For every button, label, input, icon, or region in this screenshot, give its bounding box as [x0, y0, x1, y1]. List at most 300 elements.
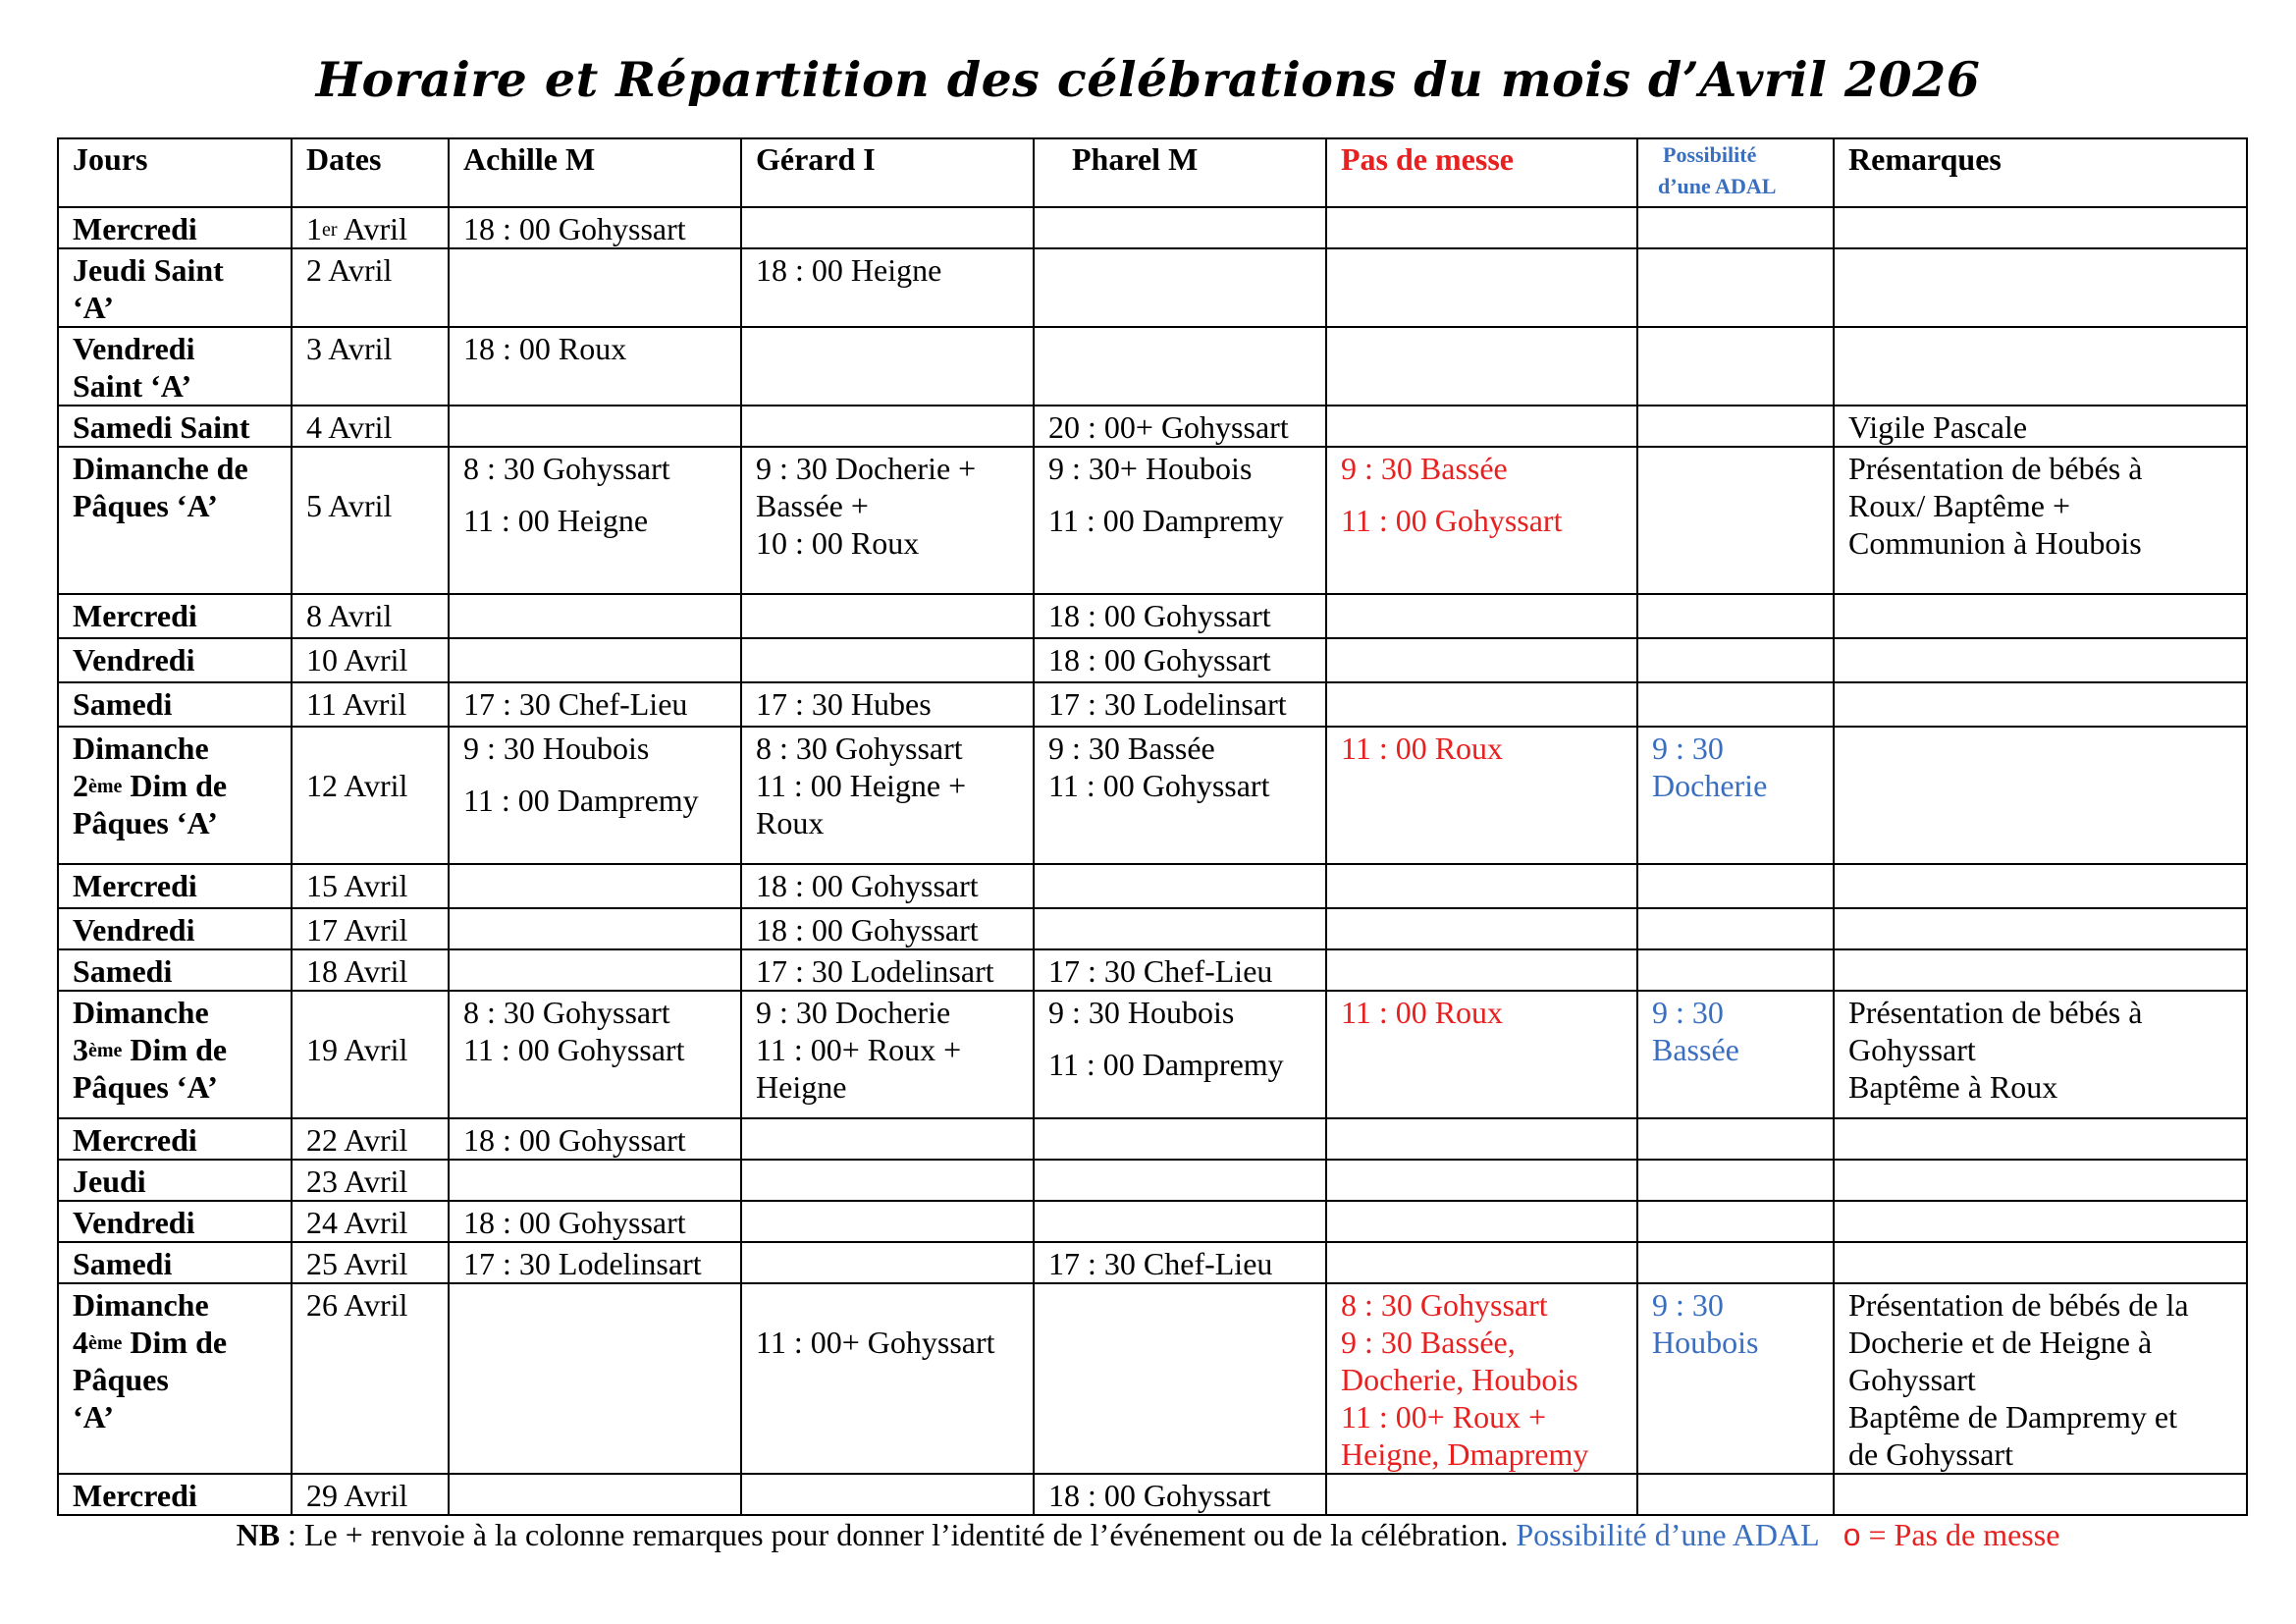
cell-pharel [1034, 682, 1326, 727]
cell-jour [58, 1118, 292, 1160]
cell-achille [449, 447, 741, 594]
entry-line: 18 : 00 Gohyssart [1048, 642, 1271, 677]
cell-pharel [1034, 327, 1326, 406]
entry-line: Heigne [756, 1069, 847, 1105]
cell-jour [58, 1201, 292, 1242]
cell-date [292, 1283, 449, 1474]
cell-pharel [1034, 864, 1326, 908]
cell-pharel [1034, 949, 1326, 991]
entry-line: 9 : 30 [1652, 731, 1724, 766]
table-row [58, 682, 2247, 727]
cell-pas-de-messe [1326, 207, 1637, 248]
date-line: 23 Avril [306, 1164, 408, 1199]
entry-line: 18 : 00 Gohyssart [463, 1205, 686, 1240]
cell-adal [1637, 1160, 1834, 1201]
entry-line: 17 : 30 Chef-Lieu [1048, 1246, 1273, 1281]
cell-date [292, 1201, 449, 1242]
entry-line: 18 : 00 Gohyssart [756, 912, 979, 947]
cell-pharel [1034, 1201, 1326, 1242]
date-line: 25 Avril [306, 1246, 408, 1281]
cell-jour [58, 1242, 292, 1283]
cell-pas-de-messe [1326, 1474, 1637, 1515]
date-line: 2 Avril [306, 252, 393, 288]
jour-line: Jeudi [73, 1164, 146, 1199]
cell-date [292, 1474, 449, 1515]
schedule-table [57, 137, 2248, 1516]
cell-pharel [1034, 207, 1326, 248]
jour-line [73, 767, 279, 804]
cell-jour [58, 406, 292, 447]
cell-achille [449, 1160, 741, 1201]
pas-de-messe-legend: = Pas de messe [1860, 1517, 2060, 1552]
cell-pas-de-messe [1326, 727, 1637, 864]
cell-date [292, 207, 449, 248]
ordinal-suffix: ème [88, 1332, 123, 1354]
entry-line: Gohyssart [1848, 1032, 1976, 1067]
entry-line: Baptême de Dampremy et [1848, 1399, 2177, 1435]
jour-line: Pâques ‘A’ [73, 1069, 218, 1105]
ordinal-number: 4 [73, 1325, 88, 1360]
cell-jour [58, 327, 292, 406]
cell-date [292, 1118, 449, 1160]
cell-achille [449, 991, 741, 1118]
cell-pas-de-messe [1326, 1201, 1637, 1242]
entry-line: Bassée + [756, 488, 869, 523]
cell-jour [58, 447, 292, 594]
cell-date [292, 908, 449, 949]
cell-achille [449, 1474, 741, 1515]
table-row [58, 1242, 2247, 1283]
cell-achille [449, 327, 741, 406]
entry-line: 9 : 30+ Houbois [1048, 451, 1253, 486]
entry-line: 11 : 00 Gohyssart [1341, 503, 1563, 538]
footer-note [0, 1515, 2296, 1554]
table-row [58, 594, 2247, 638]
cell-adal [1637, 207, 1834, 248]
cell-remarques [1834, 949, 2247, 991]
cell-remarques [1834, 1474, 2247, 1515]
table-row [58, 1118, 2247, 1160]
entry-line: 18 : 00 Gohyssart [463, 211, 686, 246]
entry-line: 17 : 30 Chef-Lieu [1048, 953, 1273, 989]
cell-date [292, 864, 449, 908]
jour-line: Mercredi [73, 1122, 197, 1158]
jour-line: Dimanche de [73, 451, 248, 486]
table-row [58, 1283, 2247, 1474]
cell-adal [1637, 991, 1834, 1118]
entry-line: 17 : 30 Chef-Lieu [463, 686, 688, 722]
cell-achille [449, 727, 741, 864]
header-achille: Achille M [449, 138, 741, 207]
cell-remarques [1834, 864, 2247, 908]
cell-adal [1637, 248, 1834, 327]
table-row [58, 327, 2247, 406]
date-line: 15 Avril [306, 868, 408, 903]
table-row [58, 638, 2247, 682]
cell-pharel [1034, 594, 1326, 638]
pas-de-messe-symbol: o [1842, 1517, 1861, 1552]
jour-line: Mercredi [73, 598, 197, 633]
entry-line: 11 : 00 Heigne [463, 503, 649, 538]
cell-adal [1637, 406, 1834, 447]
schedule-body [58, 207, 2247, 1515]
cell-jour [58, 1474, 292, 1515]
date-ordinal: er [322, 219, 338, 241]
cell-gerard [741, 949, 1034, 991]
cell-gerard [741, 1474, 1034, 1515]
entry-line: 11 : 00 Roux [1341, 995, 1504, 1030]
entry-line: Docherie [1652, 768, 1768, 803]
entry-line: 9 : 30 Houbois [1048, 995, 1235, 1030]
cell-adal [1637, 1283, 1834, 1474]
jour-line: Mercredi [73, 868, 197, 903]
date-line: 22 Avril [306, 1122, 408, 1158]
cell-pas-de-messe [1326, 682, 1637, 727]
cell-achille [449, 864, 741, 908]
header-jours: Jours [58, 138, 292, 207]
cell-remarques [1834, 991, 2247, 1118]
entry-line: 17 : 30 Lodelinsart [756, 953, 994, 989]
cell-achille [449, 1118, 741, 1160]
cell-gerard [741, 447, 1034, 594]
date-line: 26 Avril [306, 1287, 408, 1323]
cell-gerard [741, 406, 1034, 447]
table-row [58, 406, 2247, 447]
cell-remarques [1834, 1118, 2247, 1160]
jour-line: Samedi Saint [73, 409, 250, 445]
cell-pharel [1034, 908, 1326, 949]
header-row [58, 138, 2247, 207]
cell-achille [449, 682, 741, 727]
cell-gerard [741, 1201, 1034, 1242]
jour-line: ‘A’ [73, 290, 115, 325]
entry-line: 11 : 00 Gohyssart [463, 1032, 685, 1067]
cell-gerard [741, 991, 1034, 1118]
cell-date [292, 949, 449, 991]
cell-remarques [1834, 406, 2247, 447]
cell-achille [449, 207, 741, 248]
cell-pas-de-messe [1326, 1242, 1637, 1283]
cell-remarques [1834, 1160, 2247, 1201]
cell-adal [1637, 327, 1834, 406]
date-line: 10 Avril [306, 642, 408, 677]
cell-date [292, 1160, 449, 1201]
cell-pas-de-messe [1326, 991, 1637, 1118]
entry-line: 18 : 00 Heigne [756, 252, 942, 288]
date-line: 11 Avril [306, 686, 407, 722]
ordinal-number: 2 [73, 768, 88, 803]
cell-adal [1637, 1474, 1834, 1515]
ordinal-suffix: ème [88, 776, 123, 797]
jour-line: Samedi [73, 953, 173, 989]
entry-line: Roux [756, 805, 825, 840]
entry-line: 9 : 30 Bassée, [1341, 1325, 1516, 1360]
cell-remarques [1834, 248, 2247, 327]
entry-line: 17 : 30 Lodelinsart [463, 1246, 702, 1281]
jour-line: Vendredi [73, 331, 195, 366]
date-month: Avril [337, 211, 407, 246]
table-row [58, 248, 2247, 327]
cell-gerard [741, 1242, 1034, 1283]
jour-line: Mercredi [73, 211, 197, 246]
entry-line: 11 : 00+ Roux + [1341, 1399, 1547, 1435]
cell-adal [1637, 1118, 1834, 1160]
cell-jour [58, 594, 292, 638]
entry-line: Baptême à Roux [1848, 1069, 2058, 1105]
cell-pharel [1034, 1242, 1326, 1283]
cell-date [292, 447, 449, 594]
entry-line: Docherie et de Heigne à [1848, 1325, 2153, 1360]
header-dates: Dates [292, 138, 449, 207]
cell-pharel [1034, 447, 1326, 594]
cell-jour [58, 638, 292, 682]
cell-adal [1637, 1201, 1834, 1242]
cell-jour [58, 682, 292, 727]
entry-line: 8 : 30 Gohyssart [463, 995, 670, 1030]
entry-line: de Gohyssart [1848, 1436, 2013, 1472]
cell-pas-de-messe [1326, 864, 1637, 908]
entry-line: Communion à Houbois [1848, 525, 2142, 561]
header-adal-line1: Possibilité [1663, 142, 1757, 167]
cell-jour [58, 908, 292, 949]
entry-line: 9 : 30 Houbois [463, 731, 650, 766]
cell-pas-de-messe [1326, 949, 1637, 991]
cell-pharel [1034, 1160, 1326, 1201]
entry-line: Roux/ Baptême + [1848, 488, 2071, 523]
entry-line: 11 : 00 Roux [1341, 731, 1504, 766]
cell-remarques [1834, 638, 2247, 682]
header-adal [1637, 138, 1834, 207]
cell-gerard [741, 327, 1034, 406]
entry-line: 18 : 00 Gohyssart [463, 1122, 686, 1158]
entry-line: 8 : 30 Gohyssart [1341, 1287, 1548, 1323]
jour-line: Saint ‘A’ [73, 368, 192, 404]
cell-gerard [741, 207, 1034, 248]
page-title: Horaire et Répartition des célébrations du mois d’Avril 2026 [315, 51, 1981, 108]
ordinal-suffix: ème [88, 1040, 123, 1061]
cell-gerard [741, 248, 1034, 327]
cell-gerard [741, 727, 1034, 864]
cell-gerard [741, 908, 1034, 949]
date-number: 1 [306, 211, 322, 246]
table-row [58, 1201, 2247, 1242]
cell-pas-de-messe [1326, 1160, 1637, 1201]
entry-line: 9 : 30 [1652, 1287, 1724, 1323]
cell-achille [449, 1242, 741, 1283]
header-pharel: Pharel M [1034, 138, 1326, 207]
cell-date [292, 594, 449, 638]
table-row [58, 727, 2247, 864]
entry-line: 9 : 30 Bassée [1341, 451, 1508, 486]
cell-pas-de-messe [1326, 594, 1637, 638]
cell-gerard [741, 682, 1034, 727]
entry-line: 11 : 00+ Gohyssart [756, 1325, 995, 1360]
cell-pas-de-messe [1326, 908, 1637, 949]
jour-line: Vendredi [73, 642, 195, 677]
entry-line: 9 : 30 Docherie + [756, 451, 977, 486]
jour-line [73, 1324, 279, 1361]
date-line: 17 Avril [306, 912, 408, 947]
cell-date [292, 1242, 449, 1283]
jour-line: Pâques [73, 1362, 169, 1397]
cell-jour [58, 991, 292, 1118]
table-row [58, 1160, 2247, 1201]
cell-pas-de-messe [1326, 406, 1637, 447]
cell-remarques [1834, 447, 2247, 594]
date-line: 24 Avril [306, 1205, 408, 1240]
entry-line: 11 : 00 Dampremy [1048, 503, 1284, 538]
cell-pas-de-messe [1326, 248, 1637, 327]
date-line: 12 Avril [306, 768, 408, 803]
cell-remarques [1834, 207, 2247, 248]
date-line [306, 730, 436, 767]
entry-line: 18 : 00 Roux [463, 331, 627, 366]
jour-line: Mercredi [73, 1478, 197, 1513]
cell-jour [58, 949, 292, 991]
date-line [306, 994, 436, 1031]
entry-line: 20 : 00+ Gohyssart [1048, 409, 1289, 445]
date-line: 4 Avril [306, 409, 393, 445]
cell-achille [449, 638, 741, 682]
nb-text: : Le + renvoie à la colonne remarques pour donner l’identité de l’événement ou de la célébration. [280, 1517, 1517, 1552]
cell-gerard [741, 864, 1034, 908]
jour-line: Pâques ‘A’ [73, 488, 218, 523]
table-row [58, 447, 2247, 594]
jour-text: Dim de [122, 768, 228, 803]
entry-line: 11 : 00 Dampremy [1048, 1047, 1284, 1082]
table-row [58, 864, 2247, 908]
jour-line: ‘A’ [73, 1399, 115, 1435]
date-line: 19 Avril [306, 1032, 408, 1067]
cell-pas-de-messe [1326, 1283, 1637, 1474]
table-row [58, 908, 2247, 949]
cell-achille [449, 1201, 741, 1242]
cell-gerard [741, 638, 1034, 682]
cell-achille [449, 908, 741, 949]
entry-line: 18 : 00 Gohyssart [1048, 1478, 1271, 1513]
jour-line: Vendredi [73, 912, 195, 947]
cell-achille [449, 248, 741, 327]
cell-remarques [1834, 1283, 2247, 1474]
jour-line: Dimanche [73, 1287, 209, 1323]
entry-line: 11 : 00 Heigne + [756, 768, 967, 803]
cell-adal [1637, 638, 1834, 682]
entry-line: Heigne, Dmapremy [1341, 1436, 1589, 1472]
cell-remarques [1834, 1201, 2247, 1242]
cell-pas-de-messe [1326, 638, 1637, 682]
header-pas-de-messe: Pas de messe [1326, 138, 1637, 207]
cell-achille [449, 406, 741, 447]
date-line: 3 Avril [306, 331, 393, 366]
entry-line: 11 : 00 Gohyssart [1048, 768, 1270, 803]
cell-pharel [1034, 248, 1326, 327]
cell-gerard [741, 1160, 1034, 1201]
cell-adal [1637, 864, 1834, 908]
entry-line: Gohyssart [1848, 1362, 1976, 1397]
cell-remarques [1834, 908, 2247, 949]
cell-date [292, 727, 449, 864]
entry-line: 9 : 30 Docherie [756, 995, 951, 1030]
entry-line [756, 1286, 1021, 1324]
cell-adal [1637, 908, 1834, 949]
cell-remarques [1834, 327, 2247, 406]
cell-gerard [741, 594, 1034, 638]
cell-remarques [1834, 594, 2247, 638]
cell-jour [58, 864, 292, 908]
entry-line: 11 : 00 Dampremy [463, 783, 699, 818]
entry-line: Présentation de bébés à [1848, 995, 2143, 1030]
jour-line: Samedi [73, 686, 173, 722]
cell-jour [58, 248, 292, 327]
cell-jour [58, 207, 292, 248]
entry-line: Docherie, Houbois [1341, 1362, 1578, 1397]
ordinal-number: 3 [73, 1032, 88, 1067]
jour-text: Dim de [122, 1032, 228, 1067]
adal-legend: Possibilité d’une ADAL [1516, 1517, 1820, 1552]
entry-line: 8 : 30 Gohyssart [756, 731, 963, 766]
entry-line: Présentation de bébés de la [1848, 1287, 2189, 1323]
date-line [306, 450, 436, 487]
cell-pharel [1034, 1118, 1326, 1160]
date-line: 29 Avril [306, 1478, 408, 1513]
jour-line: Dimanche [73, 731, 209, 766]
table-row [58, 207, 2247, 248]
jour-text: Dim de [122, 1325, 228, 1360]
jour-line: Jeudi Saint [73, 252, 224, 288]
cell-pharel [1034, 406, 1326, 447]
nb-label: NB [236, 1517, 281, 1552]
entry-line: 9 : 30 [1652, 995, 1724, 1030]
cell-pharel [1034, 991, 1326, 1118]
entry-line: Bassée [1652, 1032, 1739, 1067]
cell-jour [58, 1160, 292, 1201]
date-line: 5 Avril [306, 488, 393, 523]
cell-gerard [741, 1118, 1034, 1160]
entry-line: 17 : 30 Lodelinsart [1048, 686, 1287, 722]
cell-date [292, 248, 449, 327]
cell-pharel [1034, 1474, 1326, 1515]
cell-adal [1637, 1242, 1834, 1283]
entry-line: 8 : 30 Gohyssart [463, 451, 670, 486]
cell-date [292, 406, 449, 447]
cell-adal [1637, 682, 1834, 727]
cell-date [292, 682, 449, 727]
entry-line: 17 : 30 Hubes [756, 686, 932, 722]
jour-line: Dimanche [73, 995, 209, 1030]
cell-date [292, 991, 449, 1118]
cell-date [292, 327, 449, 406]
cell-pharel [1034, 1283, 1326, 1474]
cell-achille [449, 1283, 741, 1474]
jour-line [73, 1031, 279, 1068]
cell-adal [1637, 727, 1834, 864]
jour-line: Pâques ‘A’ [73, 805, 218, 840]
entry-line: 10 : 00 Roux [756, 525, 920, 561]
header-remarques: Remarques [1834, 138, 2247, 207]
cell-remarques [1834, 727, 2247, 864]
entry-line: Houbois [1652, 1325, 1759, 1360]
table-row [58, 949, 2247, 991]
entry-line: 18 : 00 Gohyssart [1048, 598, 1271, 633]
cell-gerard [741, 1283, 1034, 1474]
cell-jour [58, 1283, 292, 1474]
cell-adal [1637, 594, 1834, 638]
cell-pas-de-messe [1326, 327, 1637, 406]
cell-jour [58, 727, 292, 864]
jour-line: Vendredi [73, 1205, 195, 1240]
entry-line: 9 : 30 Bassée [1048, 731, 1215, 766]
header-adal-line2: d’une ADAL [1658, 174, 1777, 198]
